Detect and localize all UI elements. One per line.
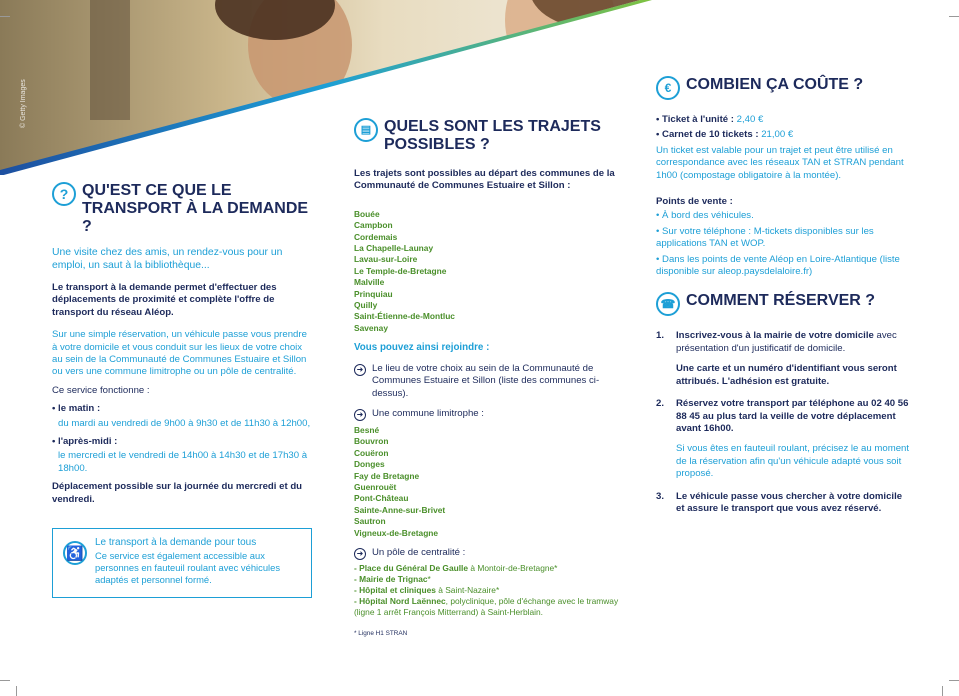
limitrophe-item: Couëron xyxy=(354,447,389,458)
step1-rest: avec présentation d'un justificatif de domicile. xyxy=(676,330,897,354)
column-trajets xyxy=(354,118,624,640)
crop-mark xyxy=(0,680,10,681)
section-title-reserve-text: COMMENT RÉSERVER ? xyxy=(686,292,876,310)
afternoon-label: • l'après-midi : xyxy=(52,436,118,448)
step2-text: Réservez votre transport par téléphone au 02 40 56 88 45 au plus tard la veille de votre déplacement avant 16h00. xyxy=(676,398,909,434)
limitrophe-item: Vigneux-de-Bretagne xyxy=(354,527,439,538)
coins-icon: € xyxy=(656,76,680,100)
step-text xyxy=(676,330,912,388)
limitrophe-item: Guenrouët xyxy=(354,481,397,492)
morning-label: • le matin : xyxy=(52,403,101,415)
commune-item: Le Temple-de-Bretagne xyxy=(354,265,447,276)
commune-item: Savenay xyxy=(354,322,388,333)
limitrophe-item: Besné xyxy=(354,424,380,435)
limitrophe-item: Donges xyxy=(354,459,385,470)
arrow-icon: ➜ xyxy=(354,548,366,560)
section-title-tad-text: QU'EST CE QUE LE TRANSPORT À LA DEMANDE ? xyxy=(82,182,309,235)
commune-item: Prinquiau xyxy=(354,288,393,299)
price-ticket-value: 2,40 € xyxy=(736,114,764,125)
price-ticket xyxy=(656,114,912,126)
question-icon: ? xyxy=(52,182,76,206)
pole-name: - Place du Général De Gaulle xyxy=(354,562,469,573)
column-tad xyxy=(52,182,312,512)
step-number: 2. xyxy=(656,398,665,410)
commune-item: Campbon xyxy=(354,220,393,231)
limitrophes-list xyxy=(354,425,624,539)
section-title-reserve xyxy=(656,292,912,316)
pole-name: - Hôpital et cliniques xyxy=(354,584,436,595)
destination-text: Une commune limitrophe : xyxy=(372,407,484,419)
step2-sub: Si vous êtes en fauteuil roulant, précisez le au moment de la réservation afin qu'un véhicule adapté vous soit proposé. xyxy=(676,443,910,480)
steps-list xyxy=(656,330,912,515)
column-tarifs xyxy=(656,76,912,525)
pole-item xyxy=(354,596,624,618)
sales-heading: Points de vente : xyxy=(656,196,733,208)
pole-detail: à Saint-Nazaire* xyxy=(435,584,500,595)
step-number: 3. xyxy=(656,490,665,502)
commune-item: Quilly xyxy=(354,300,378,311)
lead-text: Une visite chez des amis, un rendez-vous pour un emploi, un saut à la bibliothèque... xyxy=(52,247,283,271)
afternoon-hours: le mercredi et le vendredi de 14h00 à 14h30 et de 17h30 à 18h00. xyxy=(58,450,308,474)
crop-mark xyxy=(16,686,17,696)
step-item xyxy=(656,398,912,480)
pole-item xyxy=(354,563,624,574)
access-text: Ce service est également accessible aux personnes en fauteuil roulant avec véhicules adaptés et personnel formé. xyxy=(95,550,281,585)
commune-item: Cordemais xyxy=(354,231,398,242)
pole-name: - Hôpital Nord Laënnec xyxy=(354,595,446,606)
step-number: 1. xyxy=(656,330,665,342)
arrow-icon: ➜ xyxy=(354,364,366,376)
section-title-cost xyxy=(656,76,912,100)
limitrophe-item: Fay de Bretagne xyxy=(354,470,420,481)
commune-item: La Chapelle-Launay xyxy=(354,243,434,254)
sales-point: • Sur votre téléphone : M-tickets disponibles sur les applications TAN et WOP. xyxy=(656,225,874,250)
price-carnet-label: • Carnet de 10 tickets : xyxy=(656,129,759,141)
commune-item: Bouée xyxy=(354,208,380,219)
price-carnet-value: 21,00 € xyxy=(761,129,794,141)
price-ticket-label: • Ticket à l'unité : xyxy=(656,114,734,125)
step3-text: Le véhicule passe vous chercher à votre domicile et assure le transport que vous avez réservé. xyxy=(676,490,903,514)
access-title: Le transport à la demande pour tous xyxy=(95,537,257,548)
limitrophe-item: Pont-Château xyxy=(354,493,409,504)
photo-credit: © Getty Images xyxy=(20,79,27,128)
destination-item xyxy=(354,363,624,400)
crop-mark xyxy=(942,686,943,696)
section-title-trajets-text: QUELS SONT LES TRAJETS POSSIBLES ? xyxy=(384,118,601,153)
wheelchair-icon: ♿ xyxy=(63,541,87,565)
commune-item: Lavau-sur-Loire xyxy=(354,254,418,265)
commune-item: Malville xyxy=(354,277,385,288)
sales-list xyxy=(656,210,912,278)
poles-list xyxy=(354,563,624,618)
step-item xyxy=(656,330,912,388)
step-text xyxy=(676,398,912,480)
crop-mark xyxy=(949,680,959,681)
destination-text: Un pôle de centralité : xyxy=(372,546,466,558)
commune-item: Saint-Étienne-de-Montluc xyxy=(354,311,455,322)
footnote: * Ligne H1 STRAN xyxy=(354,629,408,637)
crop-mark xyxy=(949,16,959,17)
limitrophe-item: Sainte-Anne-sur-Brivet xyxy=(354,504,446,515)
possible-days: Déplacement possible sur la journée du mercredi et du vendredi. xyxy=(52,481,303,505)
pole-detail: * xyxy=(427,573,431,584)
arrow-icon: ➜ xyxy=(354,409,366,421)
para-description: Sur une simple réservation, un véhicule passe vous prendre à votre domicile et vous conduit sur les lieux de votre choix au sein de la Communauté de Communes Estuaire et Sillon ou vers une commune limitrophe ou un pôle de centralité. xyxy=(52,329,307,378)
trajets-intro: Les trajets sont possibles au départ des communes de la Communauté de Communes Estuaire et Sillon : xyxy=(354,168,615,192)
price-carnet xyxy=(656,129,912,141)
pole-detail: , polyclinique, pôle d'échange avec le tramway (ligne 1 arrêt François Mitterrand) à Saint-Herblain. xyxy=(354,595,619,617)
step1-bold: Inscrivez-vous à la mairie de votre domicile xyxy=(676,330,874,342)
step-item xyxy=(656,491,912,516)
pole-detail: à Montoir-de-Bretagne* xyxy=(468,562,558,573)
phone-icon: ☎ xyxy=(656,292,680,316)
limitrophe-item: Sautron xyxy=(354,516,386,527)
sales-point: • Dans les points de vente Aléop en Loire-Atlantique (liste disponible sur aleop.paysdelaloire.fr) xyxy=(656,253,900,278)
destination-item xyxy=(354,547,624,560)
limitrophe-item: Bouvron xyxy=(354,436,389,447)
section-title-tad xyxy=(52,182,312,236)
pole-name: - Mairie de Trignac xyxy=(354,573,428,584)
section-title-trajets xyxy=(354,118,624,154)
bus-icon: ▤ xyxy=(354,118,378,142)
service-label: Ce service fonctionne : xyxy=(52,384,150,396)
destination-text: Le lieu de votre choix au sein de la Communauté de Communes Estuaire et Sillon (liste des communes ci-dessus). xyxy=(372,362,600,399)
rejoindre-subhead: Vous pouvez ainsi rejoindre : xyxy=(354,342,490,354)
step1-sub: Une carte et un numéro d'identifiant vous seront attribués. L'adhésion est gratuite. xyxy=(676,363,897,387)
pole-item xyxy=(354,585,624,596)
para-intro: Le transport à la demande permet d'effectuer des déplacements de proximité et complète l'offre de transport du réseau Aléop. xyxy=(52,282,277,318)
morning-hours: du mardi au vendredi de 9h00 à 9h30 et de 11h30 à 12h00, xyxy=(58,417,311,429)
section-title-cost-text: COMBIEN ÇA COÛTE ? xyxy=(686,76,864,93)
crop-mark xyxy=(0,16,10,17)
pole-item xyxy=(354,574,624,585)
communes-list xyxy=(354,209,624,334)
destination-item xyxy=(354,408,624,421)
sales-point: • À bord des véhicules. xyxy=(656,210,754,222)
cost-note: Un ticket est valable pour un trajet et peut être utilisé en correspondance avec les réseaux TAN et STRAN pendant 1h00 (compostage obligatoire à la montée). xyxy=(656,144,904,181)
accessibility-box xyxy=(52,528,312,598)
